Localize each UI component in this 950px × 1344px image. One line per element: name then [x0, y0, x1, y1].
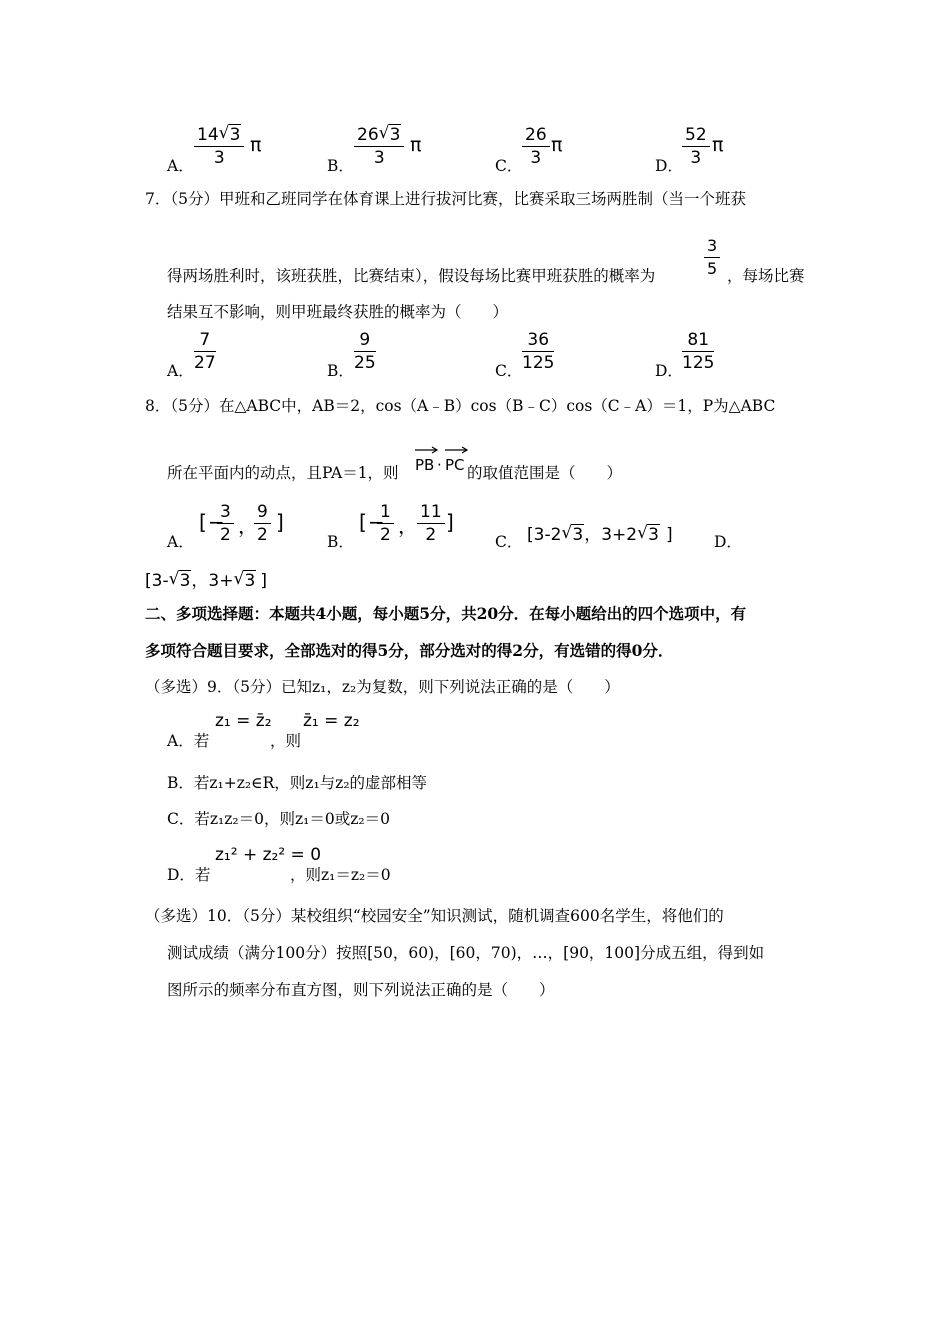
vector-arrow-icon: [415, 446, 439, 454]
vector-arrow-icon: [445, 446, 469, 454]
q7-stem-line1: 7．（5分）甲班和乙班同学在体育课上进行拔河比赛，比赛采取三场两胜制（当一个班获: [145, 190, 746, 208]
q8-stem-line2: 所在平面内的动点，且PA＝1，则: [167, 464, 399, 482]
q7-option-c-label: C．: [495, 362, 523, 380]
vector-pc: PC: [445, 456, 465, 474]
q7-option-a-fraction: 7 27: [194, 330, 216, 373]
q6-option-a-fraction: 14 √ 3 3: [194, 125, 244, 168]
q6-option-a-label: A．: [167, 157, 194, 175]
q6-option-b-label: B．: [327, 157, 354, 175]
q6-option-c-label: C．: [495, 157, 523, 175]
section-2-line2: 多项符合题目要求，全部选对的得5分，部分选对的得2分，有选错的得0分．: [145, 641, 674, 660]
q7-probability-fraction: 3 5: [704, 236, 720, 279]
q8-option-b-upper: 11 2: [417, 502, 445, 545]
pi-symbol: π: [250, 134, 262, 156]
pi-symbol: π: [712, 134, 724, 156]
q7-option-d-label: D．: [655, 362, 683, 380]
minus-sign: −: [208, 510, 225, 534]
open-bracket: [: [199, 510, 207, 534]
q8-option-c-interval: [3-2 √ 3，3+2 √ 3 ]: [527, 523, 673, 545]
q6-option-b-fraction: 26 √ 3 3: [354, 125, 404, 168]
q7-option-b-label: B．: [327, 362, 354, 380]
q8-option-b-lower: 1 2: [377, 502, 394, 545]
q10-stem-line3: 图所示的频率分布直方图，则下列说法正确的是（ ）: [167, 981, 555, 999]
q8-option-d-label: D．: [714, 533, 742, 551]
minus-sign: −: [368, 510, 385, 534]
comma: ，: [238, 514, 258, 538]
q10-stem-line1: （多选）10．（5分）某校组织“校园安全”知识测试，随机调查600名学生，将他们的: [145, 907, 724, 925]
close-bracket: ]: [446, 510, 454, 534]
pi-symbol: π: [410, 134, 422, 156]
q8-option-b-label: B．: [327, 533, 354, 551]
open-bracket: [: [359, 510, 367, 534]
q7-option-c-fraction: 36 125: [522, 330, 555, 373]
q6-option-c-fraction: 26 3: [522, 125, 550, 168]
q9-option-d-condition: z₁² + z₂² = 0: [215, 845, 322, 865]
q9-stem: （多选）9．（5分）已知z₁，z₂为复数，则下列说法正确的是（ ）: [145, 678, 620, 696]
q7-option-d-fraction: 81 125: [682, 330, 715, 373]
q6-option-d-fraction: 52 3: [682, 125, 710, 168]
q9-option-b: B．若z₁+z₂∈R，则z₁与z₂的虚部相等: [167, 774, 428, 792]
q8-stem-line1: 8．（5分）在△ABC中，AB＝2，cos（A﹣B）cos（B﹣C）cos（C﹣A）＝1，P为△ABC: [145, 397, 776, 415]
q9-option-d-tail: ，则z₁＝z₂＝0: [290, 866, 391, 884]
q10-stem-line2: 测试成绩（满分100分）按照[50，60)，[60，70)，…，[90，100]分成五组，得到如: [167, 944, 765, 962]
q7-stem-line2: 得两场胜利时，该班获胜，比赛结束），假设每场比赛甲班获胜的概率为: [167, 267, 656, 285]
q6-option-d-label: D．: [655, 157, 683, 175]
q7-option-a-label: A．: [167, 362, 194, 380]
q9-option-d-label: D．若: [167, 866, 211, 884]
q9-option-a-condition: z₁ = z̄₂: [215, 711, 272, 731]
q8-option-a-lower: 3 2: [217, 502, 234, 545]
close-bracket: ]: [276, 510, 284, 534]
q7-stem-line3: 结果互不影响，则甲班最终获胜的概率为（ ）: [167, 303, 509, 321]
q9-option-a-label: A．若: [167, 732, 210, 750]
q8-option-c-label: C．: [495, 533, 523, 551]
q9-option-a-conclusion: z̄₁ = z₂: [303, 711, 360, 731]
comma: ，: [398, 514, 418, 538]
q8-option-d-interval: [3- √ 3，3+ √ 3 ]: [145, 569, 267, 591]
vector-pb: PB: [415, 456, 434, 474]
q8-option-a-upper: 9 2: [254, 502, 271, 545]
pi-symbol: π: [551, 134, 563, 156]
q7-stem-line2-tail: ，每场比赛: [727, 267, 805, 285]
q7-option-b-fraction: 9 25: [354, 330, 376, 373]
q9-option-c: C．若z₁z₂＝0，则z₁＝0或z₂＝0: [167, 810, 390, 828]
dot-operator: ·: [437, 456, 442, 474]
q8-option-a-label: A．: [167, 533, 194, 551]
section-2-line1: 二、多项选择题：本题共4小题，每小题5分，共20分．在每小题给出的四个选项中，有: [145, 604, 747, 623]
q8-stem-line2-tail: 的取值范围是（ ）: [467, 464, 623, 482]
q9-option-a-then: ，则: [270, 732, 302, 750]
